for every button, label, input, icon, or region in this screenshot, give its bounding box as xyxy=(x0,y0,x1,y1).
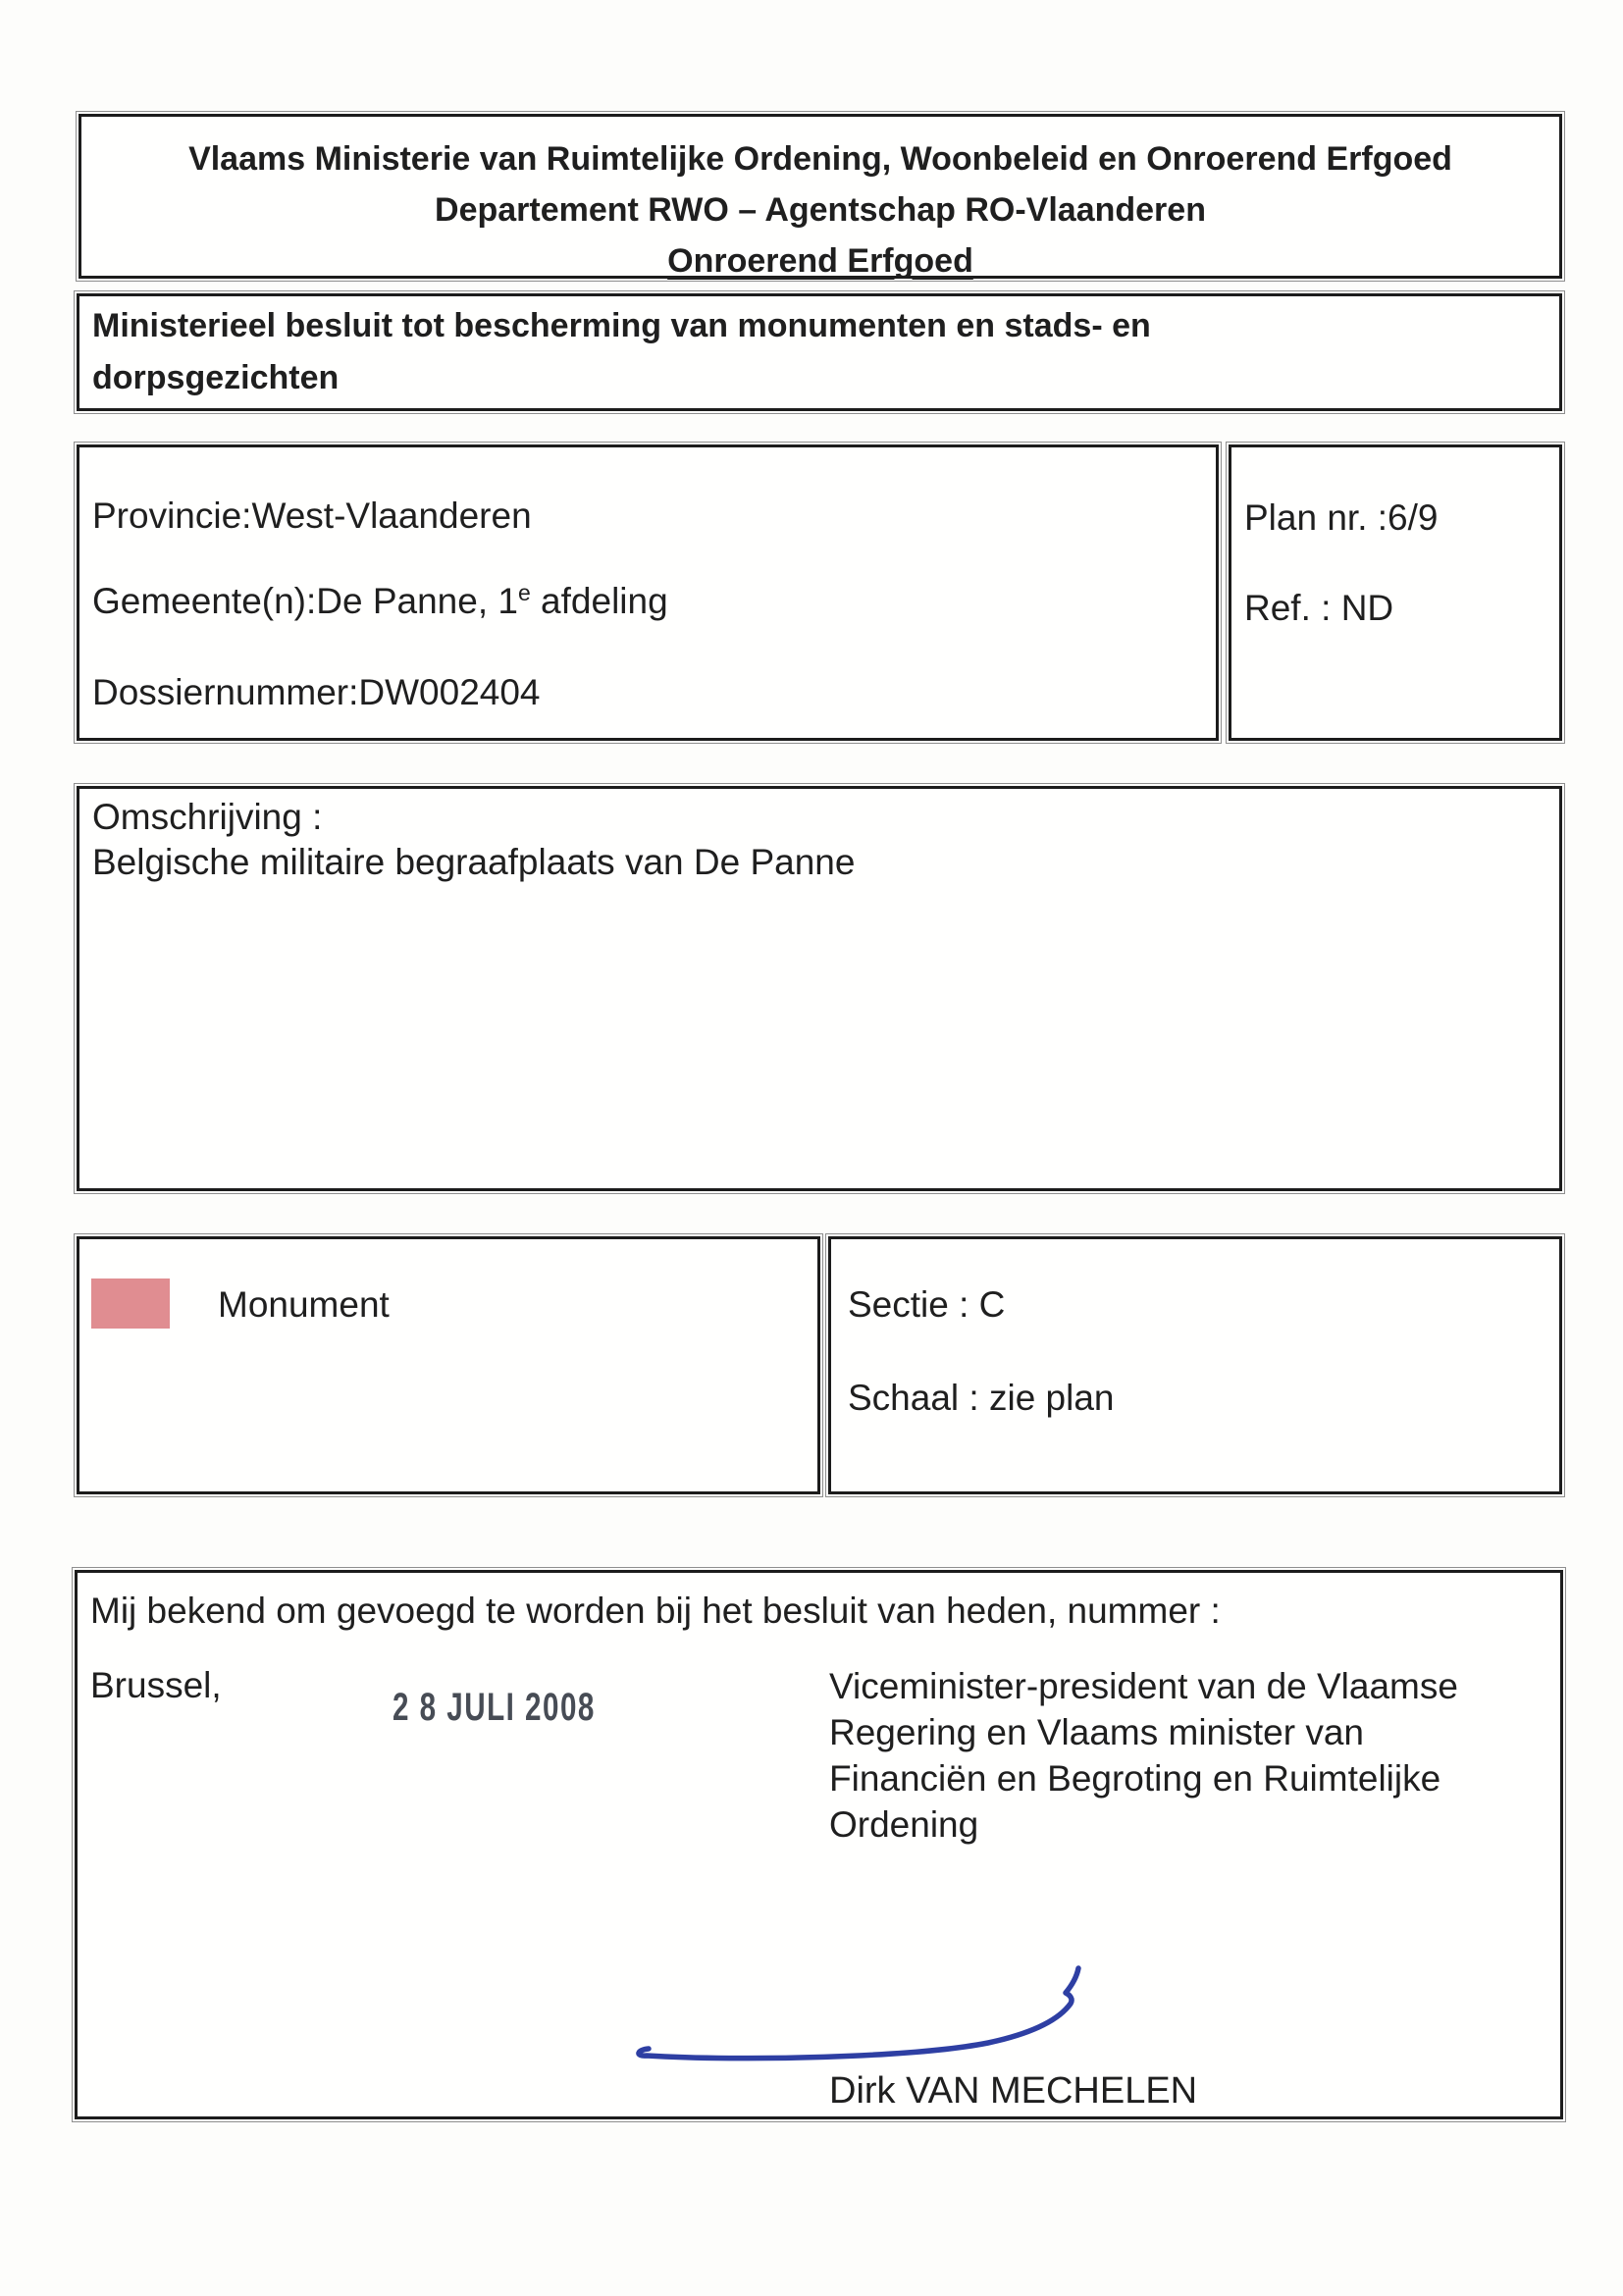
omschrijving-box xyxy=(77,786,1562,1191)
closing-intro: Mij bekend om gevoegd te worden bij het besluit van heden, nummer : xyxy=(90,1591,1221,1631)
minister-title-line: Financiën en Begroting en Ruimtelijke xyxy=(829,1758,1441,1799)
provincie-field: Provincie:West-Vlaanderen xyxy=(92,496,532,536)
details-box xyxy=(77,444,1219,741)
sectie-field: Sectie : C xyxy=(848,1284,1006,1325)
ref-field: Ref. : ND xyxy=(1244,588,1394,628)
monument-color-swatch xyxy=(91,1278,170,1329)
header-box xyxy=(79,114,1562,279)
subject-box xyxy=(77,293,1562,411)
signature xyxy=(623,1962,1114,2070)
closing-box xyxy=(75,1570,1563,2119)
legend-box xyxy=(77,1236,820,1494)
minister-title-line: Regering en Vlaams minister van xyxy=(829,1712,1364,1752)
minister-title-line: Viceminister-president van de Vlaamse xyxy=(829,1666,1458,1706)
subject-line-1: Ministerieel besluit tot bescherming van monumenten en stads- en xyxy=(92,307,1151,344)
gemeente-superscript: e xyxy=(517,580,531,605)
omschrijving-value: Belgische militaire begraafplaats van De Panne xyxy=(92,842,856,882)
signer-name: Dirk VAN MECHELEN xyxy=(829,2070,1198,2112)
plan-nr-field: Plan nr. :6/9 xyxy=(1244,497,1439,538)
date-stamp: 2 8 JULI 2008 xyxy=(393,1686,596,1729)
monument-label: Monument xyxy=(218,1284,390,1325)
city-label: Brussel, xyxy=(90,1665,222,1705)
plan-ref-box xyxy=(1229,444,1562,741)
subject-line-2: dorpsgezichten xyxy=(92,359,340,396)
header-line-2: Departement RWO – Agentschap RO-Vlaanderen xyxy=(435,191,1206,229)
gemeente-suffix: afdeling xyxy=(530,581,668,621)
gemeente-text: Gemeente(n):De Panne, 1 xyxy=(92,581,518,621)
minister-title-block xyxy=(829,1663,1458,1848)
header-line-3: Onroerend Erfgoed xyxy=(667,242,973,280)
gemeente-field xyxy=(92,579,668,624)
dossiernummer-field: Dossiernummer:DW002404 xyxy=(92,672,541,712)
schaal-field: Schaal : zie plan xyxy=(848,1378,1115,1418)
header-line-1: Vlaams Ministerie van Ruimtelijke Ordening, Woonbeleid en Onroerend Erfgoed xyxy=(188,140,1452,178)
omschrijving-label: Omschrijving : xyxy=(92,797,323,837)
minister-title-line: Ordening xyxy=(829,1804,979,1845)
sectie-schaal-box xyxy=(828,1236,1562,1494)
